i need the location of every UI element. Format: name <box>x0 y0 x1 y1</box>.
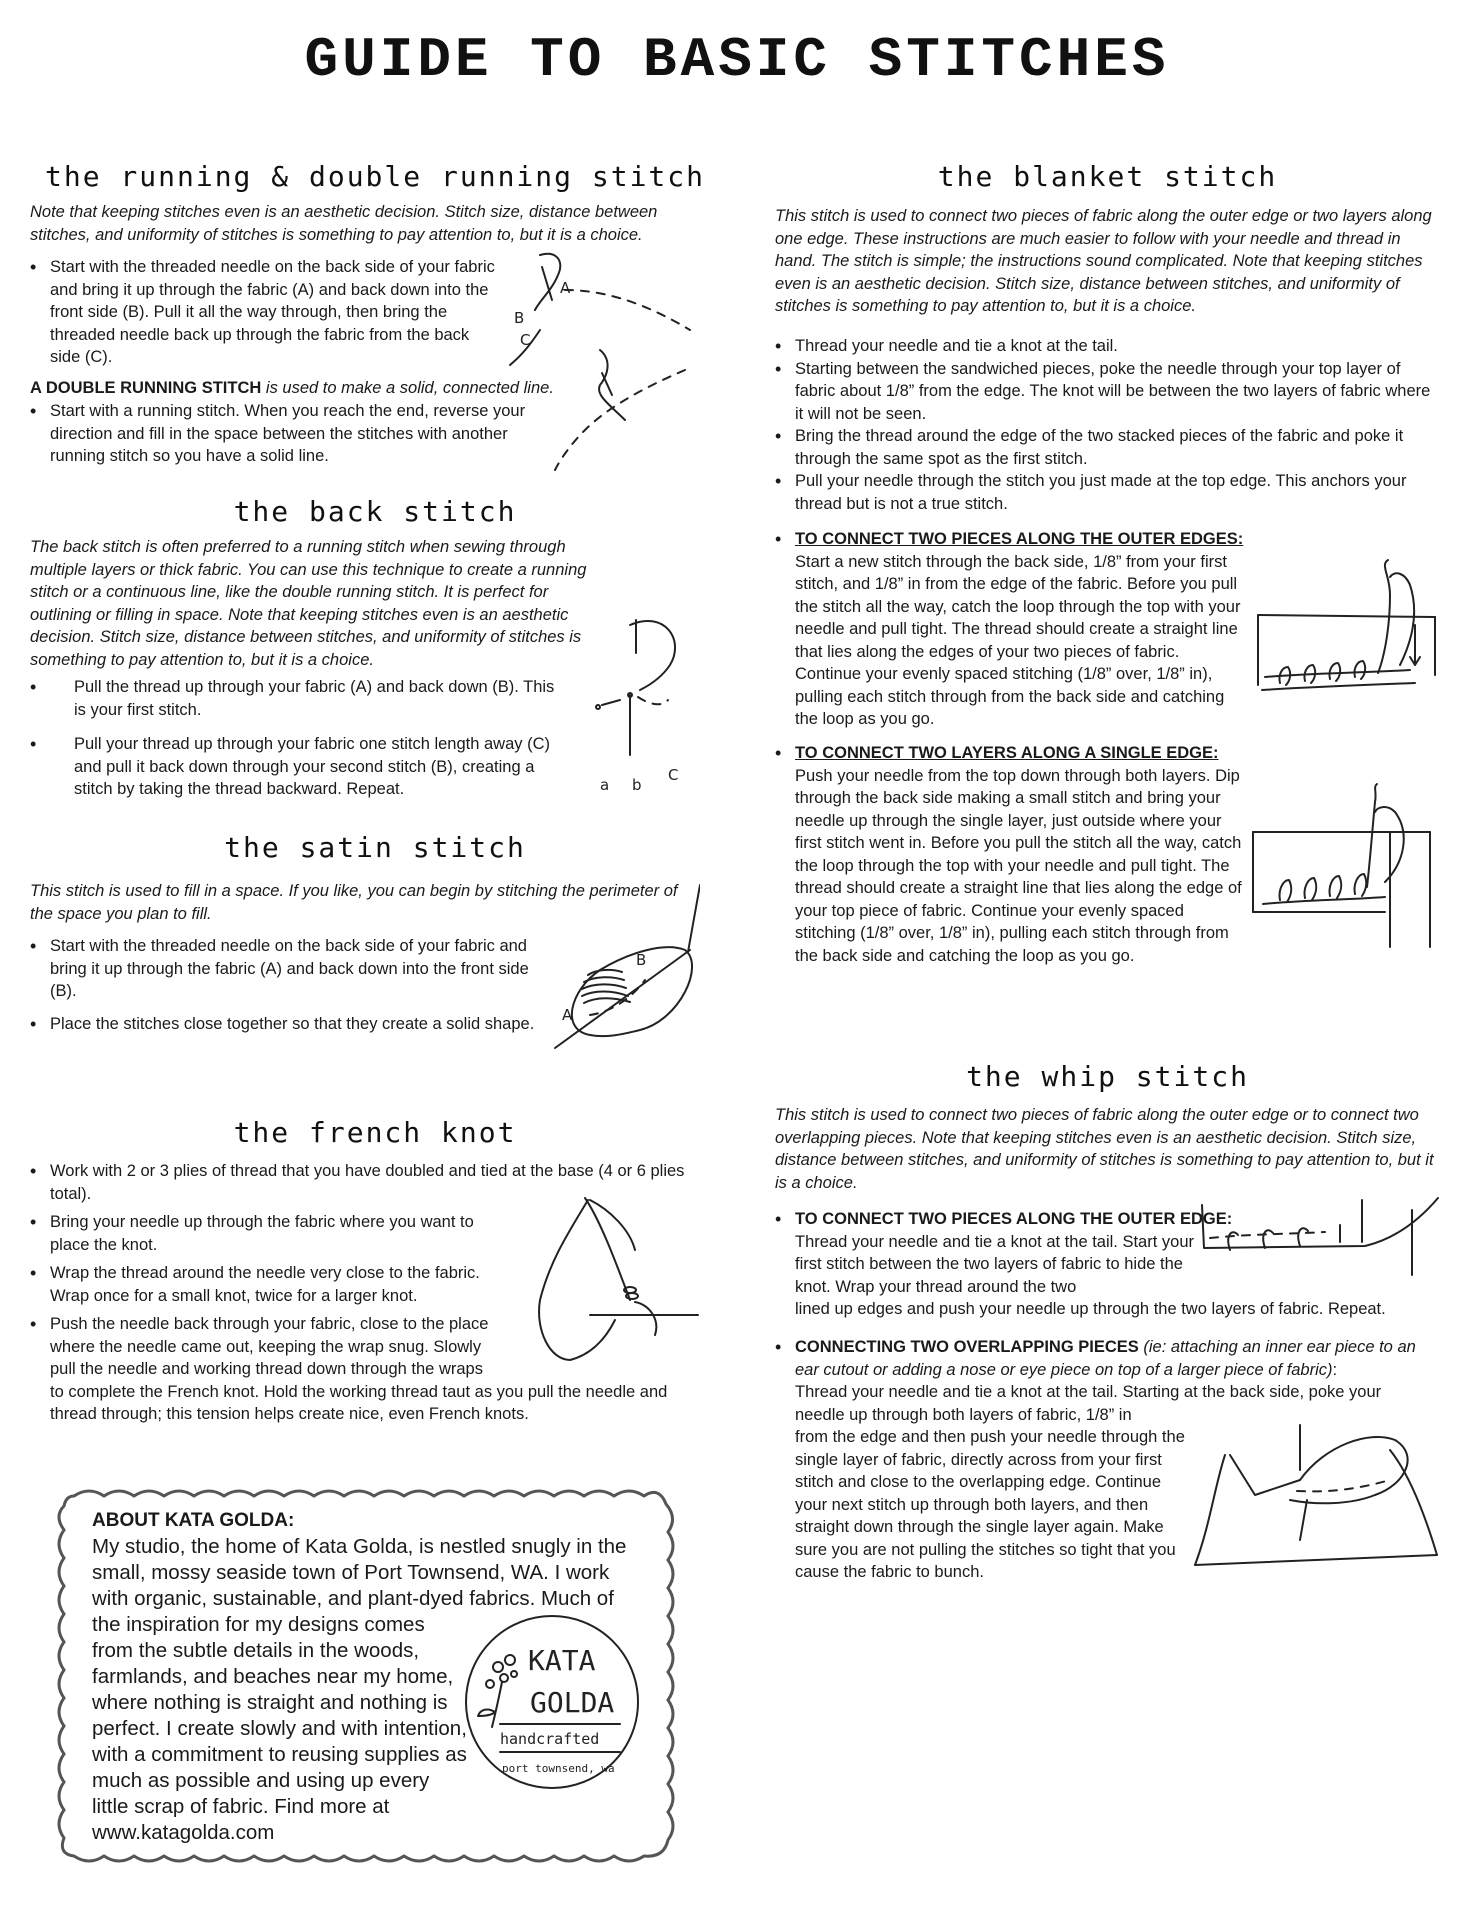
blanket-outer-edges <box>775 528 1245 737</box>
whip-overlap-note: (ie: attaching an inner ear piece to an ear cutout or adding a nose or eye piece on top of a larger piece of fabric) <box>795 1338 1416 1379</box>
whip-outer-edge-text-a: Thread your needle and tie a knot at the tail. Start your first stitch between the two layers of fabric to hide the knot. Wrap your thread around the two <box>795 1232 1194 1296</box>
double-running-stitch-label: A DOUBLE RUNNING STITCH <box>30 379 262 397</box>
running-stitch-steps <box>30 256 500 375</box>
page-title: GUIDE TO BASIC STITCHES <box>304 28 1170 92</box>
blanket-stitch-step-4: • Pull your needle through the stitch you just made at the top edge. This anchors your thread but is not a true stitch. <box>775 470 1435 515</box>
french-knot-title: the french knot <box>233 1116 517 1149</box>
kata-golda-logo <box>462 1612 642 1792</box>
running-stitch-title: the running & double running stitch <box>44 160 705 193</box>
blanket-single-edge <box>775 742 1245 973</box>
blanket-outer-edges-item <box>775 528 1245 731</box>
about-heading: ABOUT KATA GOLDA: <box>92 1510 295 1531</box>
back-label-b: b <box>632 776 642 794</box>
whip-overlap-colon: : <box>1332 1360 1338 1379</box>
blanket-stitch-intro: This stitch is used to connect two pieces of fabric along the outer edge or two layers along one edge. These instructions are much easier to follow with your needle and thread in hand. The stitch is simple; the instructions sound complicated. Note that keeping stitches even is an aesthetic decision. Stitch size, distance between stitches, and uniformity of stitches is something to pay attention to, but it is a choice. <box>775 207 1432 315</box>
blanket-single-edge-item <box>775 742 1245 967</box>
back-stitch-title: the back stitch <box>233 495 517 528</box>
logo-line-1: KATA <box>528 1644 596 1677</box>
blanket-single-edge-illustration <box>1245 782 1440 952</box>
running-stitch-illustration <box>500 245 700 475</box>
back-stitch-intro: The back stitch is often preferred to a running stitch when sewing through multiple layers or thick fabric. You can use this technique to create a running stitch or a continuous line, like the double running stitch. It is perfect for outlining or filling in space. Note that keeping stitches even is an aesthetic decision. Stitch size, distance between stitches, and uniformity of stitches is something to pay attention to, but it is a choice. <box>30 538 587 669</box>
blanket-outer-edges-text: Start a new stitch through the back side, 1/8” from your first stitch, and 1/8” in from the edge of the fabric. Before you pull the stitch all the way, catch the loop through the top with your needle and pull tight. The thread should create a straight line that lies along the edges of your two pieces of fabric. Continue your evenly spaced stitching (1/8” over, 1/8” in), pulling each stitch through from the back side and catching the loop as you go. <box>795 552 1241 728</box>
about-text-a: My studio, the home of Kata Golda, is nestled snugly in the small, mossy seaside town of Port Townsend, WA. I work with organic, sustainable, and plant-dyed fabrics. Much of <box>92 1535 627 1610</box>
french-knot-step-4b: to complete the French knot. Hold the working thread taut as you pull the needle and thread through; this tension helps create nice, even French knots. <box>50 1382 668 1423</box>
whip-stitch-title: the whip stitch <box>966 1060 1249 1093</box>
whip-overlap-text-b: from the edge and then push your needle through the single layer of fabric, directly across from your first stitch and close to the overlapping edge. Continue your next stitch up through both layers, and then straight down through the single layer again. Make sure you are not pulling the stitches so tight that you cause the fabric to bunch. <box>795 1428 1185 1581</box>
blanket-stitch-step-3: • Bring the thread around the edge of the two stacked pieces of the fabric and poke it through the same spot as the first stitch. <box>775 425 1435 470</box>
whip-outer-edge-text-b: lined up edges and push your needle up through the two layers of fabric. Repeat. <box>795 1300 1386 1318</box>
whip-outer-edge-illustration <box>1190 1190 1440 1280</box>
french-knot-step-1: • Work with 2 or 3 plies of thread that you have doubled and tied at the base (4 or 6 plies total). <box>30 1160 690 1205</box>
about-text-b: the inspiration for my designs comes from the subtle details in the woods, farmlands, and beaches near my home, where nothing is straight and nothing is perfect. I create slowly and with intention, with a commitment to reusing supplies as much as possible and using up every little scrap of fabric. Find more at www.katagolda.com <box>92 1613 467 1844</box>
whip-outer-edge-heading: TO CONNECT TWO PIECES ALONG THE OUTER EDGE: <box>795 1210 1233 1228</box>
satin-label-b: B <box>636 951 647 969</box>
satin-stitch-step-2: • Place the stitches close together so that they create a solid shape. <box>30 1013 555 1036</box>
double-running-stitch-step: • Start with a running stitch. When you reach the end, reverse your direction and fill in the space between the stitches with another running stitch so you have a solid line. <box>30 400 560 468</box>
logo-line-2: GOLDA <box>530 1686 615 1719</box>
whip-overlap-text-a: Thread your needle and tie a knot at the tail. Starting at the back side, poke your needle up through both layers of fabric, 1/8” in <box>795 1383 1382 1424</box>
logo-line-4: port townsend, wa <box>502 1762 615 1775</box>
blanket-stitch-step-2: • Starting between the sandwiched pieces, poke the needle through your top layer of fabric about 1/8” from the edge. The knot will be between the two layers of fabric where it will not be seen. <box>775 358 1435 426</box>
blanket-stitch-step-1: • Thread your needle and tie a knot at the tail. <box>775 335 1435 358</box>
back-stitch-illustration <box>590 615 710 795</box>
running-label-c: C <box>520 331 531 349</box>
satin-stitch-intro: This stitch is used to fill in a space. If you like, you can begin by stitching the perimeter of the space you plan to fill. <box>30 882 678 923</box>
running-stitch-intro: Note that keeping stitches even is an aesthetic decision. Stitch size, distance between stitches, and uniformity of stitches is something to pay attention to, but it is a choice. <box>30 203 658 244</box>
satin-label-a: A <box>562 1006 573 1024</box>
satin-stitch-step-1: • Start with the threaded needle on the back side of your fabric and bring it up through the fabric (A) and back down into the front side (B). <box>30 935 555 1003</box>
running-label-b: B <box>514 309 525 327</box>
blanket-outer-edges-illustration <box>1250 555 1440 705</box>
french-knot-illustration <box>530 1190 700 1370</box>
running-stitch-step-1: • Start with the threaded needle on the back side of your fabric and bring it up through the fabric (A) and back down into the front side (B). Pull it all the way through, then bring the threaded needle back up through the fabric from the back side (C). <box>30 256 500 369</box>
running-label-a: A <box>560 279 571 297</box>
whip-stitch-intro: This stitch is used to connect two pieces of fabric along the outer edge or to connect two overlapping pieces. Note that keeping stitches even is an aesthetic decision. Stitch size, distance between stitches, and uniformity of stitches is something to pay attention to, but it is a choice. <box>775 1106 1434 1192</box>
back-label-a: a <box>600 776 610 794</box>
whip-overlap-illustration <box>1185 1405 1440 1580</box>
back-stitch-step-1: • Pull the thread up through your fabric (A) and back down (B). This is your first stitch. <box>30 676 570 721</box>
french-knot-step-2: • Bring your needle up through the fabric where you want to place the knot. <box>30 1211 510 1256</box>
back-stitch-step-2: • Pull your thread up through your fabric one stitch length away (C) and pull it back down through your second stitch (B), creating a stitch by taking the thread backward. Repeat. <box>30 733 570 801</box>
french-knot-step-3: • Wrap the thread around the needle very close to the fabric. Wrap once for a small knot, twice for a larger knot. <box>30 1262 510 1307</box>
blanket-single-edge-heading: TO CONNECT TWO LAYERS ALONG A SINGLE EDGE: <box>795 744 1219 762</box>
double-running-stitch-desc: is used to make a solid, connected line. <box>261 379 554 397</box>
french-knot-step-4a: • Push the needle back through your fabric, close to the place where the needle came out, keeping the wrap snug. Slowly pull the needle and working thread down through the wraps <box>50 1315 489 1378</box>
back-label-c: C <box>668 766 679 784</box>
blanket-stitch-title: the blanket stitch <box>937 160 1278 193</box>
double-running-stitch-steps <box>30 400 560 474</box>
satin-stitch-illustration <box>550 880 700 1050</box>
satin-stitch-title: the satin stitch <box>224 831 526 864</box>
satin-stitch-steps <box>30 935 555 1041</box>
whip-overlap-heading: CONNECTING TWO OVERLAPPING PIECES <box>795 1338 1139 1356</box>
logo-line-3: handcrafted <box>500 1730 600 1748</box>
blanket-stitch-steps <box>775 335 1435 515</box>
back-stitch-steps <box>30 676 570 807</box>
blanket-outer-edges-heading: TO CONNECT TWO PIECES ALONG THE OUTER EDGES: <box>795 530 1244 548</box>
blanket-single-edge-text: Push your needle from the top down through both layers. Dip through the back side making a small stitch and bring your needle up through the single layer, just outside where your first stitch went in. Before you pull the stitch all the way, catch the loop through the top with your needle and pull tight. The thread should create a straight line that lies along the edge of your top piece of fabric. Continue your evenly spaced stitching (1/8” over, 1/8” in), pulling each stitch through from the back side and catching the loop as you go. <box>795 766 1242 965</box>
